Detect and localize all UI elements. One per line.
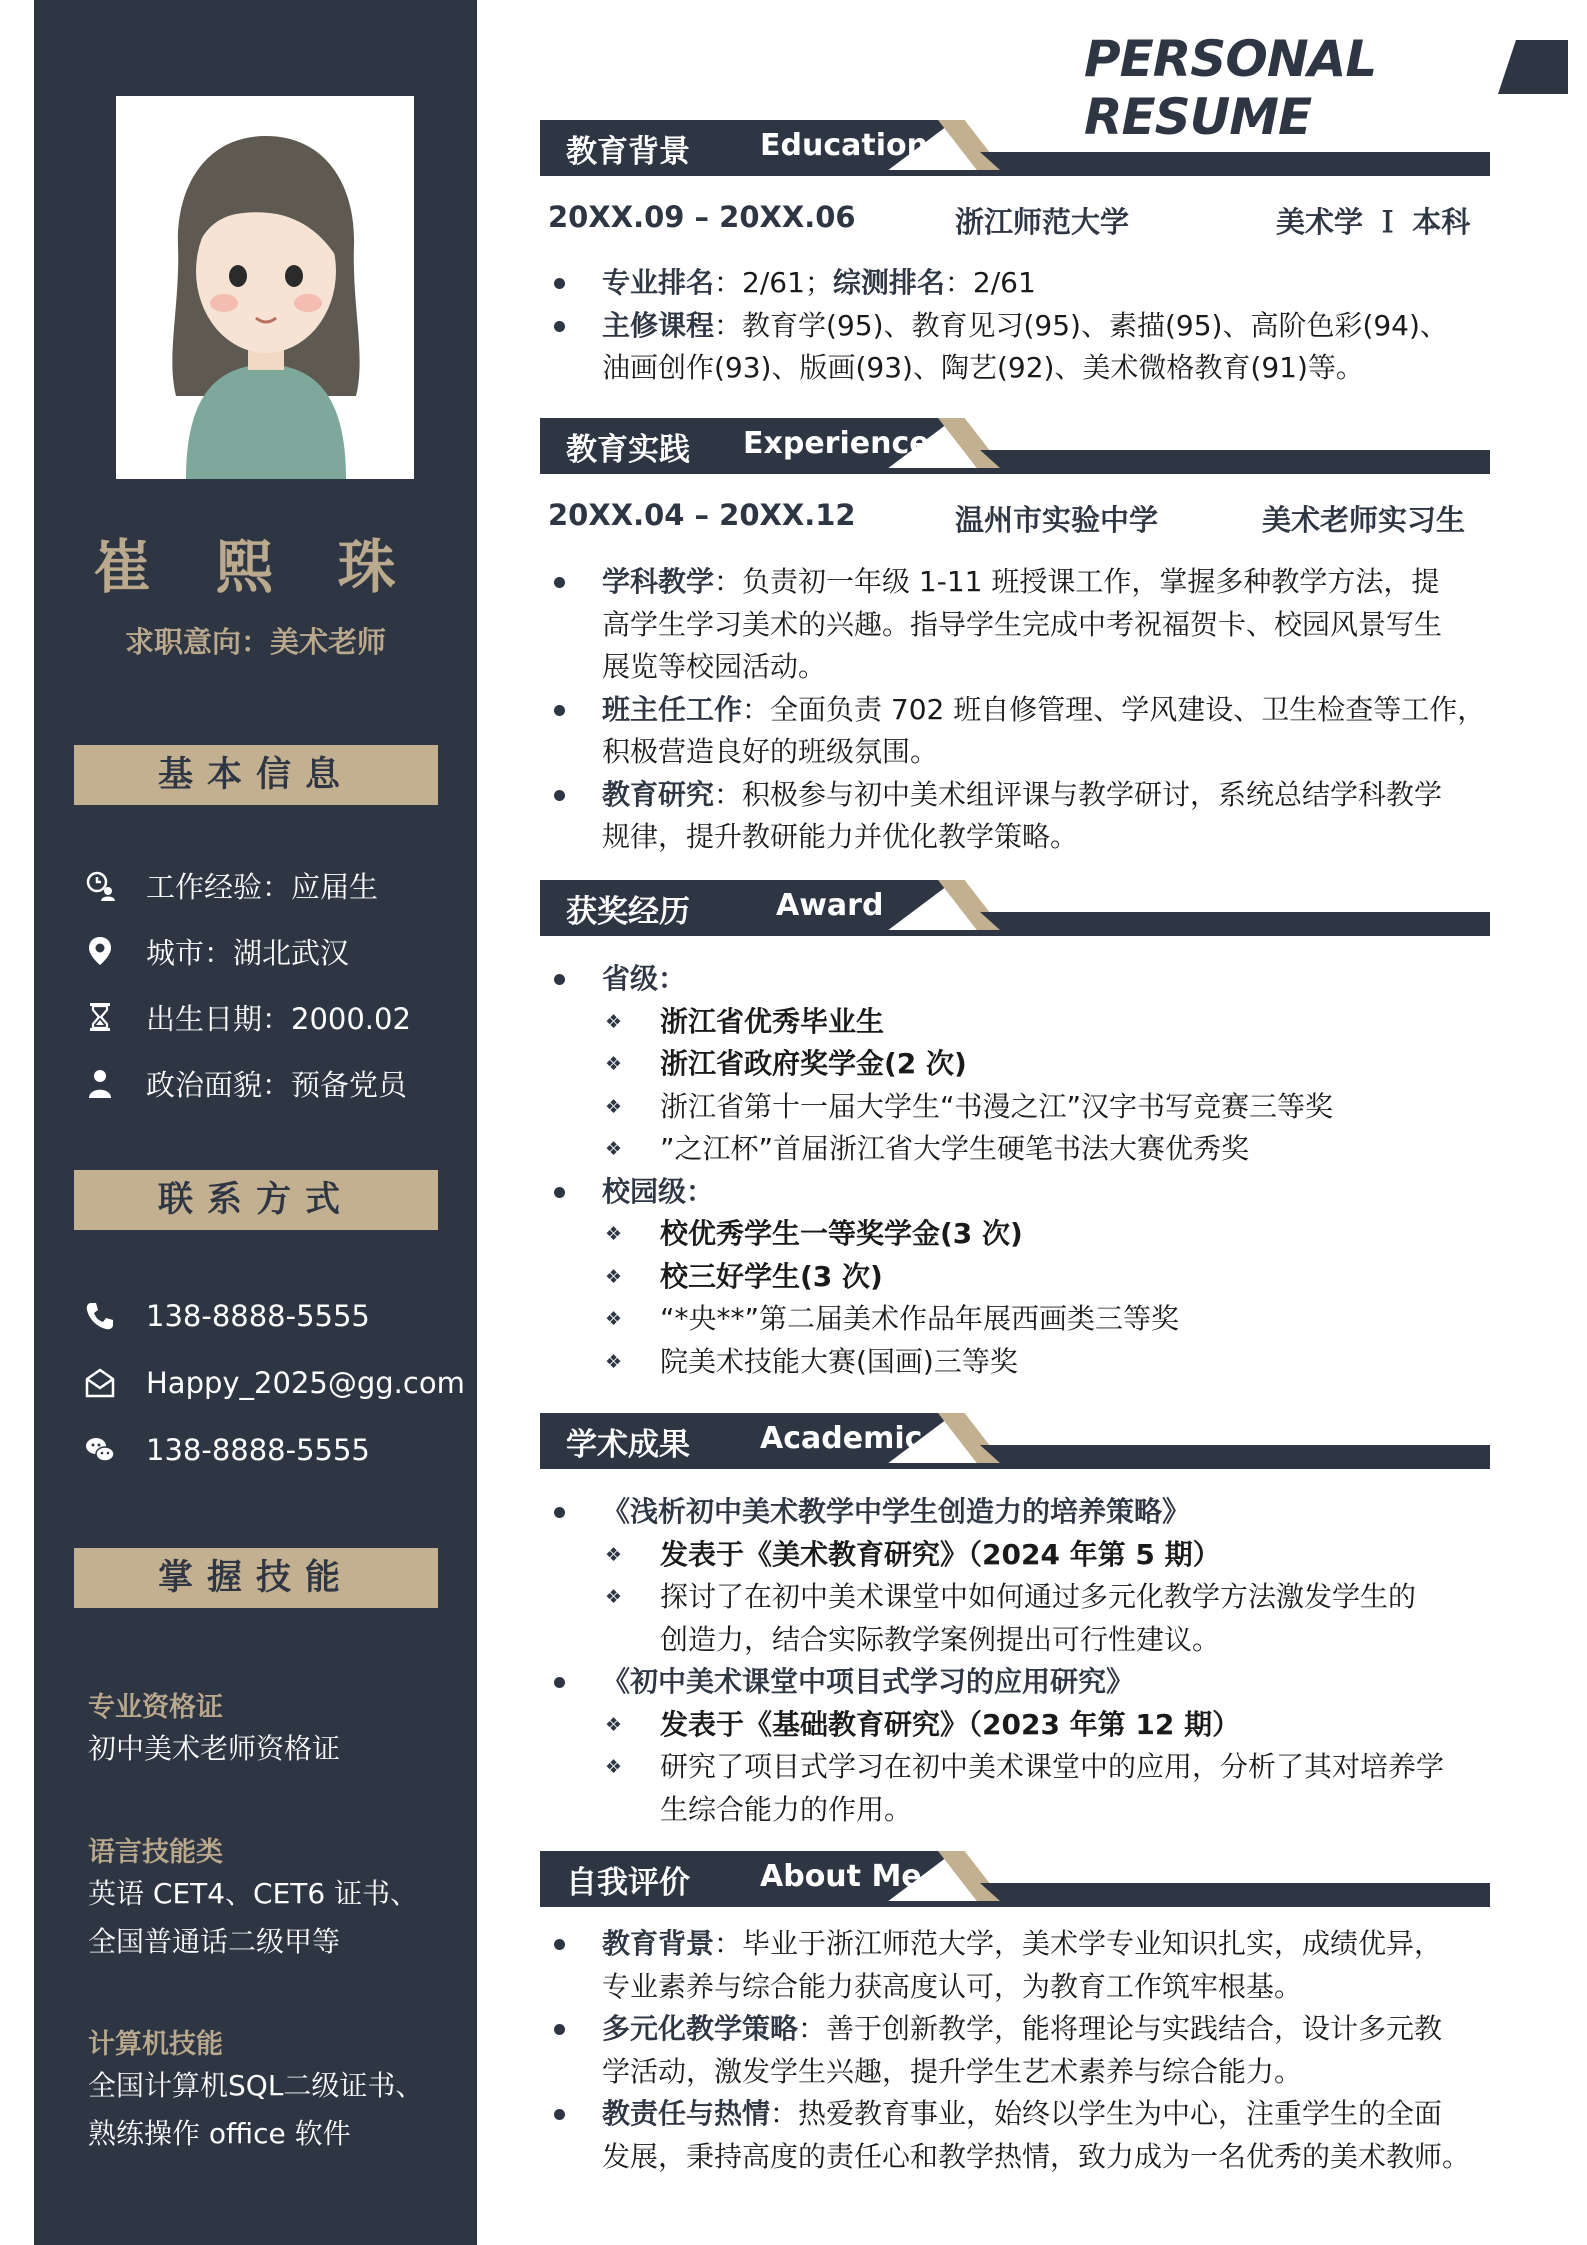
skill-line: 全国普通话二级甲等: [88, 1925, 341, 1958]
contact-text: 138-8888-5555: [146, 1433, 370, 1467]
skill-group-heading: 计算机技能: [88, 2029, 223, 2060]
list-item: 多元化教学策略：善于创新教学，能将理论与实践结合，设计多元教 学活动，激发学生兴趣，提升学生艺术素养与综合能力。: [548, 2008, 1498, 2093]
skill-line: 熟练操作 office 软件: [88, 2117, 351, 2150]
skills-title: 掌握技能: [74, 1548, 438, 1608]
experience-date: 20XX.04 – 20XX.12: [548, 498, 856, 532]
section-header-award: [540, 880, 1490, 936]
info-birthdate: [82, 992, 411, 1042]
award-item: ❖ 浙江省优秀毕业生: [548, 1001, 1498, 1044]
experience-details: [548, 561, 1498, 859]
location-pin-icon: [82, 933, 118, 969]
award-item: ❖ 浙江省第十一届大学生“书漫之江”汉字书写竞赛三等奖: [548, 1086, 1498, 1129]
contact-wechat: [82, 1425, 370, 1475]
contact-title: 联系方式: [74, 1170, 438, 1230]
list-item: 教育研究：积极参与初中美术组评课与教学研讨，系统总结学科教学 规律，提升教研能力并优化教学策略。: [548, 774, 1498, 859]
info-text: 城市：湖北武汉: [146, 935, 350, 970]
experience-org: 温州市实验中学: [955, 503, 1159, 537]
contact-phone: [82, 1291, 370, 1341]
basic-info-title: 基本信息: [74, 745, 438, 805]
award-item: ❖ 校优秀学生一等奖学金(3 次): [548, 1213, 1498, 1256]
section-title-cn: 自我评价: [566, 1865, 690, 1901]
award-item: ❖ 校三好学生(3 次): [548, 1256, 1498, 1299]
education-major: 美术学 Ｉ 本科: [1276, 205, 1471, 239]
list-item: 班主任工作：全面负责 702 班自修管理、学风建设、卫生检查等工作， 积极营造良好的班级氛围。: [548, 689, 1498, 774]
paper-publication: ❖ 发表于《美术教育研究》（2024 年第 5 期）: [548, 1534, 1498, 1577]
job-intent: 求职意向：美术老师: [124, 625, 386, 659]
skill-line: 初中美术老师资格证: [88, 1732, 341, 1765]
list-item: 学科教学：负责初一年级 1-11 班授课工作，掌握多种教学方法，提 高学生学习美术的兴趣。指导学生完成中考祝福贺卡、校园风景写生 展览等校园活动。: [548, 561, 1498, 689]
info-work-experience: [82, 860, 378, 910]
award-group-label: 校园级：: [548, 1171, 1498, 1214]
award-group-label: 省级：: [548, 958, 1498, 1001]
sidebar: [34, 0, 477, 2245]
award-details: [548, 958, 1498, 1383]
candidate-name: 崔 熙 珠: [93, 533, 418, 601]
wechat-icon: [82, 1432, 118, 1468]
skill-line: 全国计算机SQL二级证书、: [88, 2069, 424, 2102]
section-title-cn: 学术成果: [566, 1427, 690, 1463]
profile-photo: [116, 96, 414, 479]
list-item: 教育背景：毕业于浙江师范大学，美术学专业知识扎实，成绩优异， 专业素养与综合能力获高度认可，为教育工作筑牢根基。: [548, 1923, 1498, 2008]
section-title-cn: 教育实践: [566, 432, 690, 468]
phone-icon: [82, 1298, 118, 1334]
about-details: [548, 1923, 1498, 2178]
award-item: ❖ ”之江杯”首届浙江省大学生硬笔书法大赛优秀奖: [548, 1128, 1498, 1171]
hourglass-icon: [82, 999, 118, 1035]
skill-line: 英语 CET4、CET6 证书、: [88, 1877, 419, 1910]
experience-role: 美术老师实习生: [1262, 503, 1466, 537]
section-title-cn: 获奖经历: [566, 894, 690, 930]
list-item: 专业排名：2/61；综测排名：2/61: [548, 262, 1498, 305]
section-header-about: [540, 1851, 1490, 1907]
award-item: ❖ 院美术技能大赛(国画)三等奖: [548, 1341, 1498, 1384]
email-icon: [82, 1365, 118, 1401]
contact-text: 138-8888-5555: [146, 1299, 370, 1333]
section-header-education: [540, 120, 1490, 176]
avatar-illustration: [116, 96, 414, 479]
paper-description: ❖ 研究了项目式学习在初中美术课堂中的应用，分析了其对培养学 生综合能力的作用。: [548, 1746, 1498, 1831]
info-text: 出生日期：2000.02: [146, 1001, 411, 1036]
section-title-en: Education: [760, 128, 928, 163]
info-text: 政治面貌：预备党员: [146, 1067, 408, 1102]
contact-email: [82, 1358, 465, 1408]
section-title-en: About Me: [760, 1859, 922, 1894]
academic-details: [548, 1491, 1498, 1831]
section-title-cn: 教育背景: [566, 134, 690, 170]
paper-title: 《初中美术课堂中项目式学习的应用研究》: [548, 1661, 1498, 1704]
section-header-academic: [540, 1413, 1490, 1469]
award-item: ❖ “*央**”第二届美术作品年展西画类三等奖: [548, 1298, 1498, 1341]
person-icon: [82, 1065, 118, 1101]
resume-title: PERSONAL RESUME: [1084, 30, 1377, 146]
paper-publication: ❖ 发表于《基础教育研究》（2023 年第 12 期）: [548, 1704, 1498, 1747]
award-item: ❖ 浙江省政府奖学金(2 次): [548, 1043, 1498, 1086]
info-political-status: [82, 1058, 407, 1108]
section-title-en: Award: [776, 888, 884, 923]
section-title-en: Academic: [760, 1421, 923, 1456]
contact-text: Happy_2025@gg.com: [146, 1366, 465, 1400]
info-city: [82, 926, 349, 976]
education-school: 浙江师范大学: [955, 205, 1130, 239]
section-title-en: Experience: [743, 426, 930, 461]
list-item: 教责任与热情：热爱教育事业，始终以学生为中心，注重学生的全面 发展，秉持高度的责任心和教学热情，致力成为一名优秀的美术教师。: [548, 2093, 1498, 2178]
education-date: 20XX.09 – 20XX.06: [548, 200, 856, 234]
education-details: [548, 262, 1498, 390]
paper-title: 《浅析初中美术教学中学生创造力的培养策略》: [548, 1491, 1498, 1534]
section-header-experience: [540, 418, 1490, 474]
work-experience-icon: [82, 867, 118, 903]
skill-group-heading: 专业资格证: [88, 1692, 223, 1723]
skill-group-heading: 语言技能类: [88, 1837, 223, 1868]
info-text: 工作经验：应届生: [146, 869, 379, 904]
paper-description: ❖ 探讨了在初中美术课堂中如何通过多元化教学方法激发学生的 创造力，结合实际教学案例提出可行性建议。: [548, 1576, 1498, 1661]
list-item: 主修课程：教育学(95)、教育见习(95)、素描(95)、高阶色彩(94)、 油画创作(93)、版画(93)、陶艺(92)、美术微格教育(91)等。: [548, 305, 1498, 390]
